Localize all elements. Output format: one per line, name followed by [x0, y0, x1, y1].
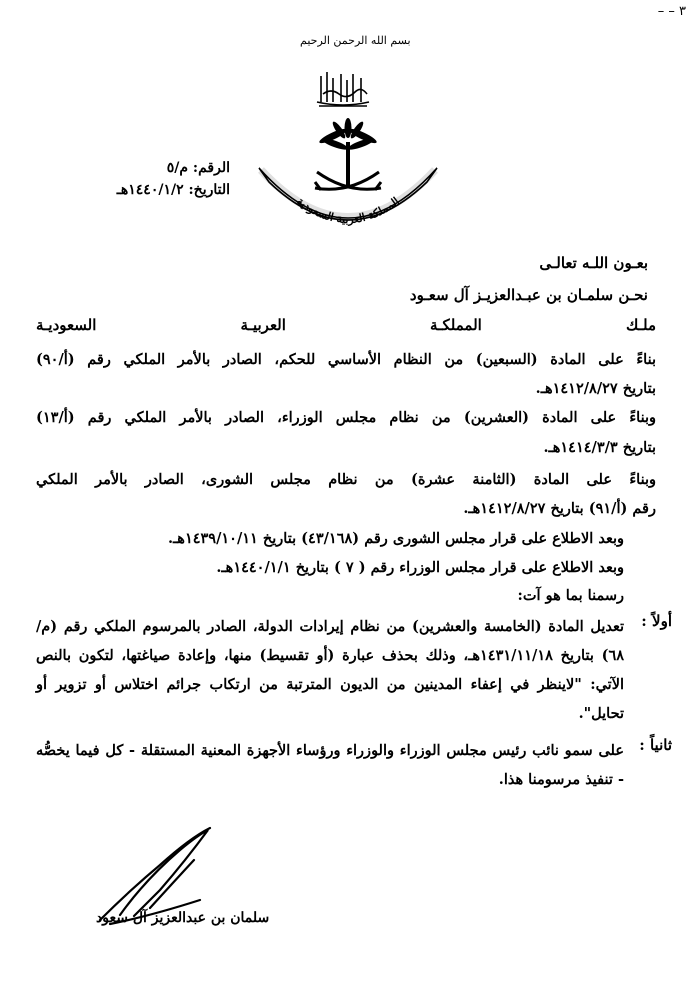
preamble-line: رقم (أ/٩١) بتاريخ ١٤١٢/٨/٢٧هـ.	[463, 500, 656, 517]
basmala: بسم الله الرحمن الرحيم	[300, 34, 411, 47]
preamble-line: بتاريخ ١٤١٤/٣/٣هـ.	[543, 439, 656, 456]
opening-line-1: بعـون اللـه تعالـى	[539, 254, 648, 272]
preamble-line: وبعد الاطلاع على قرار مجلس الشورى رقم (٤٣/١٦٨) بتاريخ ١٤٣٩/١٠/١١هـ.	[167, 530, 624, 547]
item-label-second: ثانياً :	[639, 736, 672, 754]
reference-date: التاريخ: ١٤٤٠/١/٢هـ	[116, 182, 230, 198]
preamble-line: رسمنا بما هو آت:	[517, 587, 624, 604]
item-label-first: أولاً :	[641, 612, 672, 630]
item-text-first: تعديل المادة (الخامسة والعشرين) من نظام إيرادات الدولة، الصادر بالمرسوم الملكي رقم (م/٦٨) بتاريخ ١٤٣١/١١/١٨هـ، وذلك بحذف عبارة (أو تقسيط) منها، وإعادة صياغتها، لتكون بالنص الآتي: "لاينظر في إعفاء المدينين من الديون المترتبة من ارتكاب جرائم اختلاس أو تزوير أو تحايل".	[36, 618, 625, 722]
corner-mark: ٣ – –	[657, 4, 686, 19]
saudi-emblem-icon	[255, 118, 441, 238]
preamble-line: بناءً على المادة (السبعين) من النظام الأساسي للحكم، الصادر بالأمر الملكي رقم (أ/٩٠)	[36, 351, 656, 368]
preamble-line: وبناءً على المادة (الثامنة عشرة) من نظام مجلس الشورى، الصادر بالأمر الملكي	[36, 471, 656, 488]
preamble-line: وبعد الاطلاع على قرار مجلس الوزراء رقم ( ٧ ) بتاريخ ١٤٤٠/١/١هـ.	[216, 559, 624, 576]
opening-line-2: نحـن سلمـان بن عبـدالعزيـز آل سعـود	[409, 286, 648, 304]
preamble-line: بتاريخ ١٤١٢/٨/٢٧هـ.	[535, 380, 656, 397]
emblem-ribbon-text: المملكة العربية السعودية	[294, 194, 402, 227]
opening-line-3: ملـك المملكـة العربيـة السعوديـة	[36, 316, 656, 334]
signatory-name: سلمان بن عبدالعزيز آل سعود	[96, 910, 270, 926]
shahada-calligraphy-icon	[313, 68, 373, 110]
item-text-second: على سمو نائب رئيس مجلس الوزراء والوزراء ورؤساء الأجهزة المعنية المستقلة - كل فيما يخصُّه - تنفيذ مرسومنا هذا.	[36, 742, 624, 788]
preamble-line: وبناءً على المادة (العشرين) من نظام مجلس الوزراء، الصادر بالأمر الملكي رقم (أ/١٣)	[36, 409, 656, 426]
reference-number: الرقم: م/٥	[166, 160, 230, 176]
